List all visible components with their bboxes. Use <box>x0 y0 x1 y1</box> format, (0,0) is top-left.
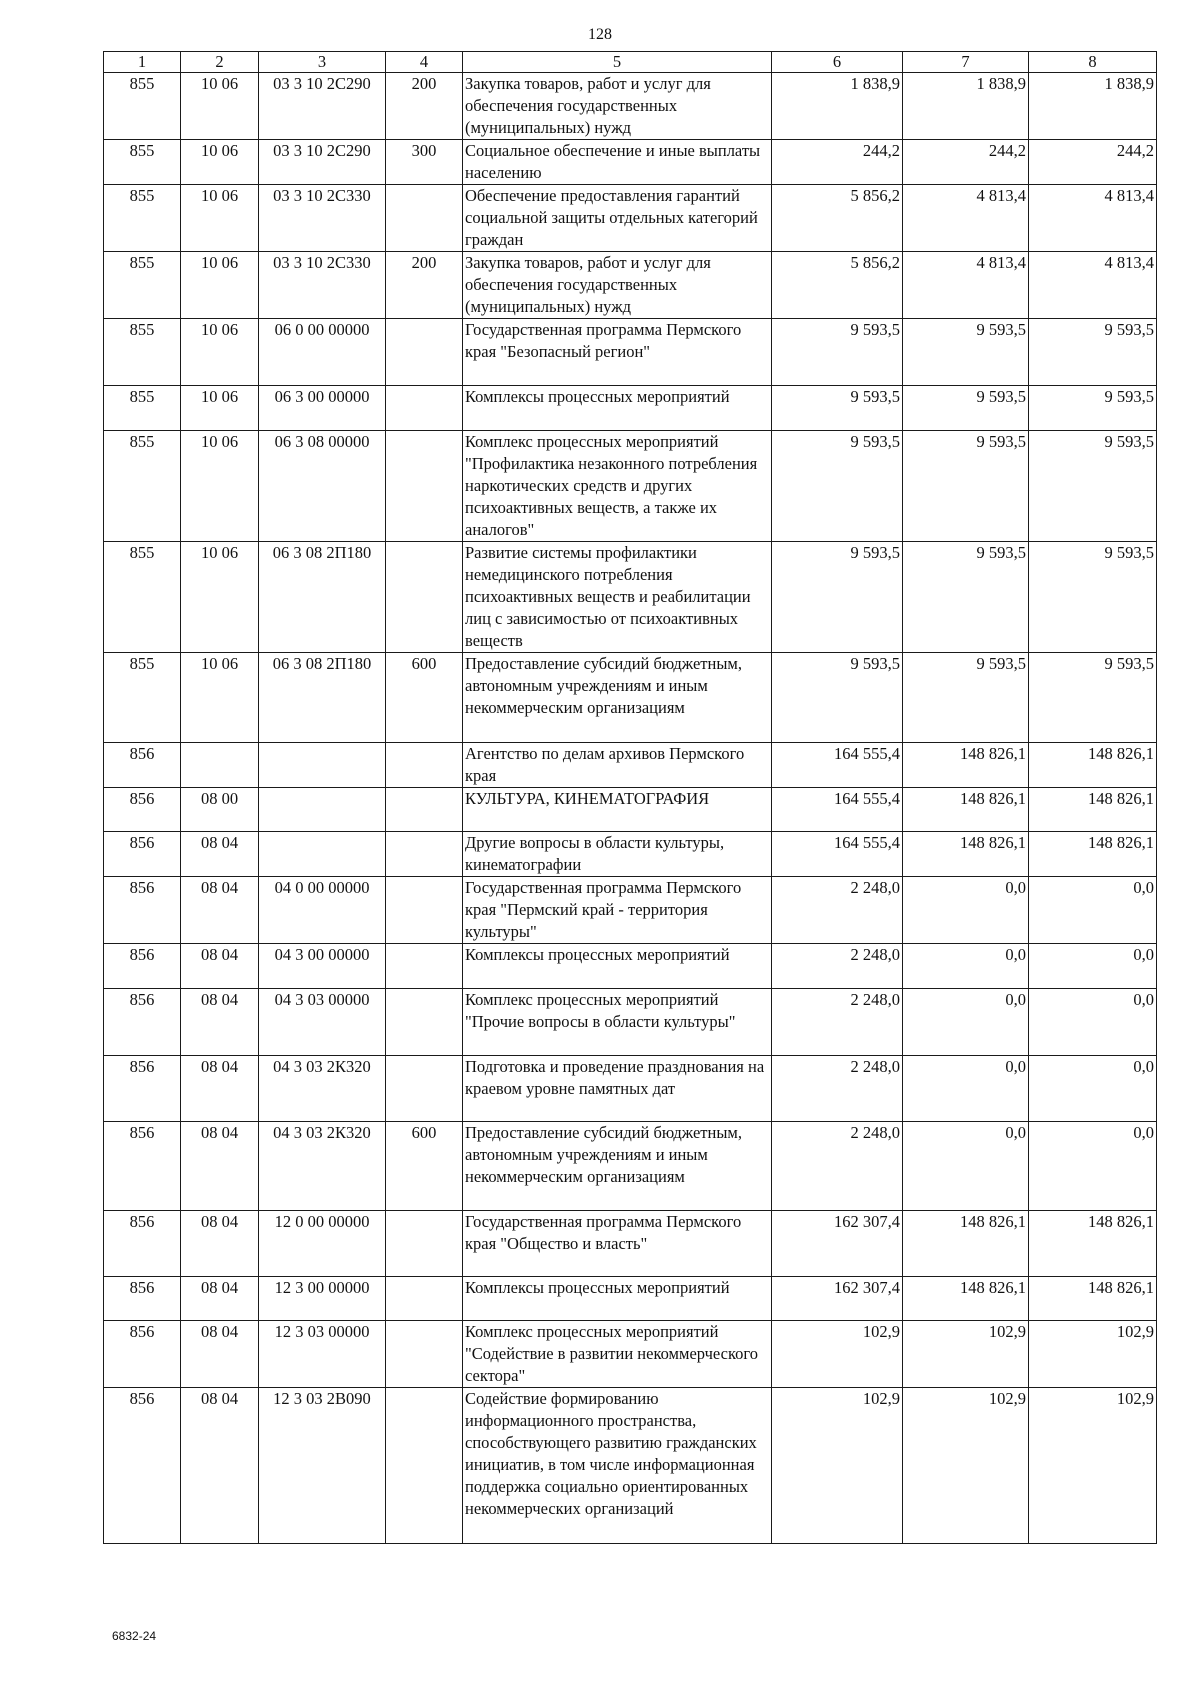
cell-expense-type <box>386 1211 463 1277</box>
cell-expense-type <box>386 542 463 653</box>
cell-amount-8: 244,2 <box>1029 140 1157 185</box>
cell-expense-type <box>386 832 463 877</box>
table-row <box>104 877 1157 944</box>
cell-amount-6: 5 856,2 <box>772 252 903 319</box>
cell-ministry-code: 856 <box>104 944 181 989</box>
cell-description: Обеспечение предоставления гарантий социальной защиты отдельных категорий граждан <box>463 185 772 252</box>
cell-target-code: 04 3 03 00000 <box>259 989 386 1056</box>
table-row <box>104 989 1157 1056</box>
cell-description: Комплексы процессных мероприятий <box>463 1277 772 1321</box>
cell-ministry-code: 856 <box>104 1388 181 1544</box>
cell-section-code: 10 06 <box>181 140 259 185</box>
cell-description: Агентство по делам архивов Пермского края <box>463 743 772 788</box>
cell-target-code: 04 3 00 00000 <box>259 944 386 989</box>
cell-amount-6: 9 593,5 <box>772 431 903 542</box>
cell-amount-8: 102,9 <box>1029 1388 1157 1544</box>
cell-expense-type <box>386 185 463 252</box>
cell-ministry-code: 855 <box>104 653 181 743</box>
col-header-5: 5 <box>463 52 772 73</box>
cell-amount-7: 9 593,5 <box>903 431 1029 542</box>
table-row <box>104 653 1157 743</box>
cell-expense-type: 200 <box>386 252 463 319</box>
cell-amount-7: 9 593,5 <box>903 386 1029 431</box>
cell-target-code: 04 3 03 2К320 <box>259 1122 386 1211</box>
cell-amount-8: 4 813,4 <box>1029 252 1157 319</box>
cell-amount-7: 9 593,5 <box>903 542 1029 653</box>
cell-amount-7: 102,9 <box>903 1388 1029 1544</box>
cell-target-code <box>259 743 386 788</box>
cell-amount-7: 148 826,1 <box>903 1211 1029 1277</box>
table-row <box>104 252 1157 319</box>
cell-expense-type: 300 <box>386 140 463 185</box>
cell-section-code: 08 04 <box>181 944 259 989</box>
cell-target-code: 03 3 10 2С330 <box>259 252 386 319</box>
cell-amount-8: 148 826,1 <box>1029 788 1157 832</box>
cell-amount-6: 102,9 <box>772 1388 903 1544</box>
cell-amount-7: 9 593,5 <box>903 653 1029 743</box>
cell-amount-6: 164 555,4 <box>772 743 903 788</box>
cell-section-code: 08 00 <box>181 788 259 832</box>
cell-section-code: 08 04 <box>181 1277 259 1321</box>
cell-description: Социальное обеспечение и иные выплаты населению <box>463 140 772 185</box>
cell-target-code: 03 3 10 2С330 <box>259 185 386 252</box>
cell-description: Комплекс процессных мероприятий "Содействие в развитии некоммерческого сектора" <box>463 1321 772 1388</box>
col-header-2: 2 <box>181 52 259 73</box>
table-row <box>104 185 1157 252</box>
cell-amount-6: 244,2 <box>772 140 903 185</box>
cell-amount-6: 2 248,0 <box>772 1056 903 1122</box>
table-row <box>104 1122 1157 1211</box>
cell-amount-8: 9 593,5 <box>1029 542 1157 653</box>
cell-description: Государственная программа Пермского края "Безопасный регион" <box>463 319 772 386</box>
cell-amount-6: 5 856,2 <box>772 185 903 252</box>
cell-amount-8: 4 813,4 <box>1029 185 1157 252</box>
cell-amount-7: 4 813,4 <box>903 252 1029 319</box>
cell-amount-8: 1 838,9 <box>1029 73 1157 140</box>
table-row <box>104 386 1157 431</box>
cell-amount-8: 0,0 <box>1029 944 1157 989</box>
cell-expense-type <box>386 319 463 386</box>
cell-expense-type <box>386 944 463 989</box>
cell-amount-7: 1 838,9 <box>903 73 1029 140</box>
cell-ministry-code: 855 <box>104 140 181 185</box>
cell-expense-type <box>386 386 463 431</box>
cell-description: Комплексы процессных мероприятий <box>463 386 772 431</box>
cell-ministry-code: 856 <box>104 743 181 788</box>
cell-section-code: 10 06 <box>181 386 259 431</box>
cell-target-code: 06 3 08 00000 <box>259 431 386 542</box>
cell-ministry-code: 856 <box>104 1211 181 1277</box>
col-header-3: 3 <box>259 52 386 73</box>
cell-amount-8: 102,9 <box>1029 1321 1157 1388</box>
cell-expense-type <box>386 877 463 944</box>
cell-ministry-code: 856 <box>104 1321 181 1388</box>
cell-amount-8: 0,0 <box>1029 877 1157 944</box>
table-row <box>104 788 1157 832</box>
cell-section-code: 08 04 <box>181 1211 259 1277</box>
cell-target-code <box>259 832 386 877</box>
cell-section-code: 10 06 <box>181 653 259 743</box>
cell-description: Закупка товаров, работ и услуг для обеспечения государственных (муниципальных) нужд <box>463 73 772 140</box>
cell-section-code: 10 06 <box>181 185 259 252</box>
table-row <box>104 73 1157 140</box>
cell-ministry-code: 855 <box>104 185 181 252</box>
cell-amount-6: 162 307,4 <box>772 1211 903 1277</box>
cell-target-code: 06 0 00 00000 <box>259 319 386 386</box>
cell-ministry-code: 856 <box>104 788 181 832</box>
cell-amount-6: 2 248,0 <box>772 1122 903 1211</box>
cell-description: Подготовка и проведение празднования на краевом уровне памятных дат <box>463 1056 772 1122</box>
cell-expense-type <box>386 788 463 832</box>
cell-amount-6: 2 248,0 <box>772 989 903 1056</box>
cell-amount-7: 9 593,5 <box>903 319 1029 386</box>
cell-amount-8: 0,0 <box>1029 1056 1157 1122</box>
cell-amount-7: 148 826,1 <box>903 832 1029 877</box>
cell-amount-8: 9 593,5 <box>1029 386 1157 431</box>
cell-amount-6: 9 593,5 <box>772 386 903 431</box>
cell-description: Государственная программа Пермского края "Пермский край - территория культуры" <box>463 877 772 944</box>
cell-amount-6: 9 593,5 <box>772 542 903 653</box>
cell-target-code: 04 3 03 2К320 <box>259 1056 386 1122</box>
cell-ministry-code: 856 <box>104 1056 181 1122</box>
budget-table <box>103 51 1157 1544</box>
table-row <box>104 832 1157 877</box>
cell-amount-7: 102,9 <box>903 1321 1029 1388</box>
cell-ministry-code: 856 <box>104 877 181 944</box>
cell-amount-8: 9 593,5 <box>1029 653 1157 743</box>
cell-amount-6: 2 248,0 <box>772 877 903 944</box>
cell-amount-7: 148 826,1 <box>903 788 1029 832</box>
cell-target-code: 06 3 08 2П180 <box>259 653 386 743</box>
cell-section-code: 10 06 <box>181 252 259 319</box>
cell-expense-type: 600 <box>386 653 463 743</box>
cell-amount-7: 0,0 <box>903 877 1029 944</box>
cell-amount-8: 148 826,1 <box>1029 832 1157 877</box>
cell-section-code: 08 04 <box>181 1388 259 1544</box>
table-row <box>104 1277 1157 1321</box>
cell-description: Комплекс процессных мероприятий "Прочие вопросы в области культуры" <box>463 989 772 1056</box>
cell-expense-type <box>386 1056 463 1122</box>
cell-section-code: 10 06 <box>181 73 259 140</box>
cell-ministry-code: 856 <box>104 989 181 1056</box>
col-header-8: 8 <box>1029 52 1157 73</box>
cell-expense-type <box>386 431 463 542</box>
cell-target-code: 12 3 03 00000 <box>259 1321 386 1388</box>
table-row <box>104 542 1157 653</box>
table-header-row <box>104 52 1157 73</box>
col-header-4: 4 <box>386 52 463 73</box>
cell-section-code: 08 04 <box>181 877 259 944</box>
cell-expense-type <box>386 743 463 788</box>
cell-amount-6: 9 593,5 <box>772 653 903 743</box>
cell-ministry-code: 856 <box>104 832 181 877</box>
cell-amount-6: 162 307,4 <box>772 1277 903 1321</box>
cell-description: Закупка товаров, работ и услуг для обеспечения государственных (муниципальных) нужд <box>463 252 772 319</box>
cell-target-code: 06 3 00 00000 <box>259 386 386 431</box>
cell-amount-7: 4 813,4 <box>903 185 1029 252</box>
cell-target-code <box>259 788 386 832</box>
col-header-6: 6 <box>772 52 903 73</box>
cell-amount-7: 0,0 <box>903 1056 1029 1122</box>
cell-target-code: 12 3 03 2В090 <box>259 1388 386 1544</box>
cell-target-code: 04 0 00 00000 <box>259 877 386 944</box>
cell-amount-7: 0,0 <box>903 1122 1029 1211</box>
col-header-1: 1 <box>104 52 181 73</box>
cell-amount-6: 2 248,0 <box>772 944 903 989</box>
table-row <box>104 1388 1157 1544</box>
page-number: 128 <box>588 26 612 43</box>
cell-description: Комплексы процессных мероприятий <box>463 944 772 989</box>
cell-section-code: 10 06 <box>181 542 259 653</box>
cell-section-code: 08 04 <box>181 1321 259 1388</box>
table-row <box>104 140 1157 185</box>
cell-section-code: 10 06 <box>181 319 259 386</box>
cell-section-code: 08 04 <box>181 832 259 877</box>
cell-amount-6: 102,9 <box>772 1321 903 1388</box>
cell-expense-type <box>386 1277 463 1321</box>
table-row <box>104 743 1157 788</box>
cell-target-code: 12 3 00 00000 <box>259 1277 386 1321</box>
cell-description: Предоставление субсидий бюджетным, автономным учреждениям и иным некоммерческим организациям <box>463 1122 772 1211</box>
cell-amount-6: 1 838,9 <box>772 73 903 140</box>
table-row <box>104 319 1157 386</box>
cell-ministry-code: 855 <box>104 252 181 319</box>
table-row <box>104 1321 1157 1388</box>
table-row <box>104 944 1157 989</box>
cell-ministry-code: 855 <box>104 431 181 542</box>
cell-amount-7: 0,0 <box>903 989 1029 1056</box>
cell-description: Предоставление субсидий бюджетным, автономным учреждениям и иным некоммерческим организациям <box>463 653 772 743</box>
cell-expense-type: 200 <box>386 73 463 140</box>
table-row <box>104 1211 1157 1277</box>
cell-target-code: 03 3 10 2С290 <box>259 73 386 140</box>
cell-description: Содействие формированию информационного пространства, способствующего развитию гражданских инициатив, в том числе информационная поддержка социально ориентированных некоммерческих организаций <box>463 1388 772 1544</box>
cell-amount-8: 148 826,1 <box>1029 1277 1157 1321</box>
cell-target-code: 12 0 00 00000 <box>259 1211 386 1277</box>
cell-target-code: 03 3 10 2С290 <box>259 140 386 185</box>
cell-description: КУЛЬТУРА, КИНЕМАТОГРАФИЯ <box>463 788 772 832</box>
cell-expense-type <box>386 1388 463 1544</box>
col-header-7: 7 <box>903 52 1029 73</box>
cell-amount-8: 9 593,5 <box>1029 431 1157 542</box>
cell-amount-8: 0,0 <box>1029 989 1157 1056</box>
cell-amount-8: 0,0 <box>1029 1122 1157 1211</box>
cell-ministry-code: 856 <box>104 1277 181 1321</box>
cell-amount-7: 148 826,1 <box>903 1277 1029 1321</box>
cell-ministry-code: 855 <box>104 319 181 386</box>
cell-amount-7: 244,2 <box>903 140 1029 185</box>
cell-amount-6: 164 555,4 <box>772 832 903 877</box>
cell-description: Другие вопросы в области культуры, кинематографии <box>463 832 772 877</box>
cell-description: Комплекс процессных мероприятий "Профилактика незаконного потребления наркотических средств и других психоактивных веществ, а также их аналогов" <box>463 431 772 542</box>
table-row <box>104 1056 1157 1122</box>
cell-amount-7: 0,0 <box>903 944 1029 989</box>
cell-section-code <box>181 743 259 788</box>
table-row <box>104 431 1157 542</box>
cell-ministry-code: 855 <box>104 542 181 653</box>
cell-amount-8: 9 593,5 <box>1029 319 1157 386</box>
cell-description: Развитие системы профилактики немедицинского потребления психоактивных веществ и реабилитации лиц с зависимостью от психоактивных веществ <box>463 542 772 653</box>
cell-section-code: 08 04 <box>181 1122 259 1211</box>
cell-ministry-code: 855 <box>104 386 181 431</box>
cell-expense-type <box>386 989 463 1056</box>
cell-amount-8: 148 826,1 <box>1029 1211 1157 1277</box>
cell-amount-6: 164 555,4 <box>772 788 903 832</box>
cell-target-code: 06 3 08 2П180 <box>259 542 386 653</box>
cell-section-code: 08 04 <box>181 989 259 1056</box>
cell-amount-6: 9 593,5 <box>772 319 903 386</box>
footer-document-code: 6832-24 <box>112 1629 157 1643</box>
cell-section-code: 10 06 <box>181 431 259 542</box>
cell-amount-7: 148 826,1 <box>903 743 1029 788</box>
cell-ministry-code: 856 <box>104 1122 181 1211</box>
cell-description: Государственная программа Пермского края "Общество и власть" <box>463 1211 772 1277</box>
cell-expense-type <box>386 1321 463 1388</box>
cell-ministry-code: 855 <box>104 73 181 140</box>
cell-amount-8: 148 826,1 <box>1029 743 1157 788</box>
cell-section-code: 08 04 <box>181 1056 259 1122</box>
cell-expense-type: 600 <box>386 1122 463 1211</box>
